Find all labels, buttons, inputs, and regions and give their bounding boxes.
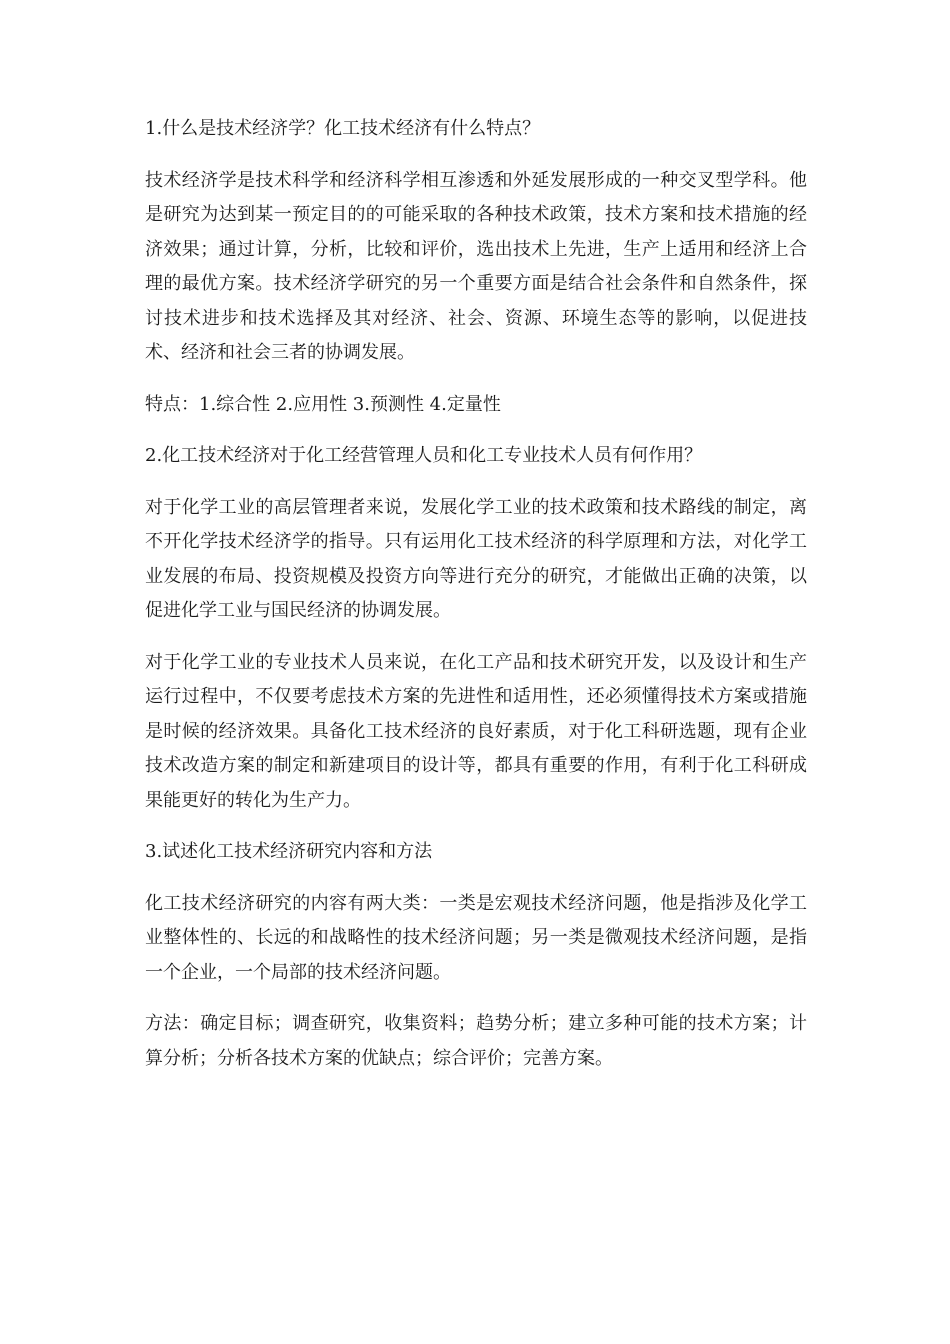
answer-3-methods: 方法：确定目标；调查研究，收集资料；趋势分析；建立多种可能的技术方案；计算分析；分析各技术方案的优缺点；综合评价；完善方案。 bbox=[145, 1013, 807, 1069]
answer-1-features: 特点：1.综合性 2.应用性 3.预测性 4.定量性 bbox=[145, 393, 501, 415]
answer-2-managers: 对于化学工业的高层管理者来说，发展化学工业的技术政策和技术路线的制定，离不开化学技术经济学的指导。只有运用化工技术经济的科学原理和方法，对化学工业发展的布局、投资规模及投资方向等进行充分的研究，才能做出正确的决策，以促进化学工业与国民经济的协调发展。 bbox=[145, 496, 807, 621]
answer-1-definition: 技术经济学是技术科学和经济科学相互渗透和外延发展形成的一种交叉型学科。他是研究为达到某一预定目的的可能采取的各种技术政策，技术方案和技术措施的经济效果；通过计算，分析，比较和评价，选出技术上先进，生产上适用和经济上合理的最优方案。技术经济学研究的另一个重要方面是结合社会条件和自然条件，探讨技术进步和技术选择及其对经济、社会、资源、环境生态等的影响，以促进技术、经济和社会三者的协调发展。 bbox=[145, 169, 807, 363]
answer-2-technicians: 对于化学工业的专业技术人员来说，在化工产品和技术研究开发，以及设计和生产运行过程中，不仅要考虑技术方案的先进性和适用性，还必须懂得技术方案或措施是时候的经济效果。具备化工技术经济的良好素质，对于化工科研选题，现有企业技术改造方案的制定和新建项目的设计等，都具有重要的作用，有利于化工科研成果能更好的转化为生产力。 bbox=[145, 651, 807, 811]
answer-3-content: 化工技术经济研究的内容有两大类：一类是宏观技术经济问题，他是指涉及化学工业整体性的、长远的和战略性的技术经济问题；另一类是微观技术经济问题，是指一个企业，一个局部的技术经济问题。 bbox=[145, 892, 807, 983]
question-2: 2.化工技术经济对于化工经营管理人员和化工专业技术人员有何作用？ bbox=[145, 445, 703, 466]
question-1: 1.什么是技术经济学？化工技术经济有什么特点？ bbox=[145, 118, 541, 139]
document-page bbox=[145, 112, 807, 1093]
question-3: 3.试述化工技术经济研究内容和方法 bbox=[145, 841, 433, 862]
